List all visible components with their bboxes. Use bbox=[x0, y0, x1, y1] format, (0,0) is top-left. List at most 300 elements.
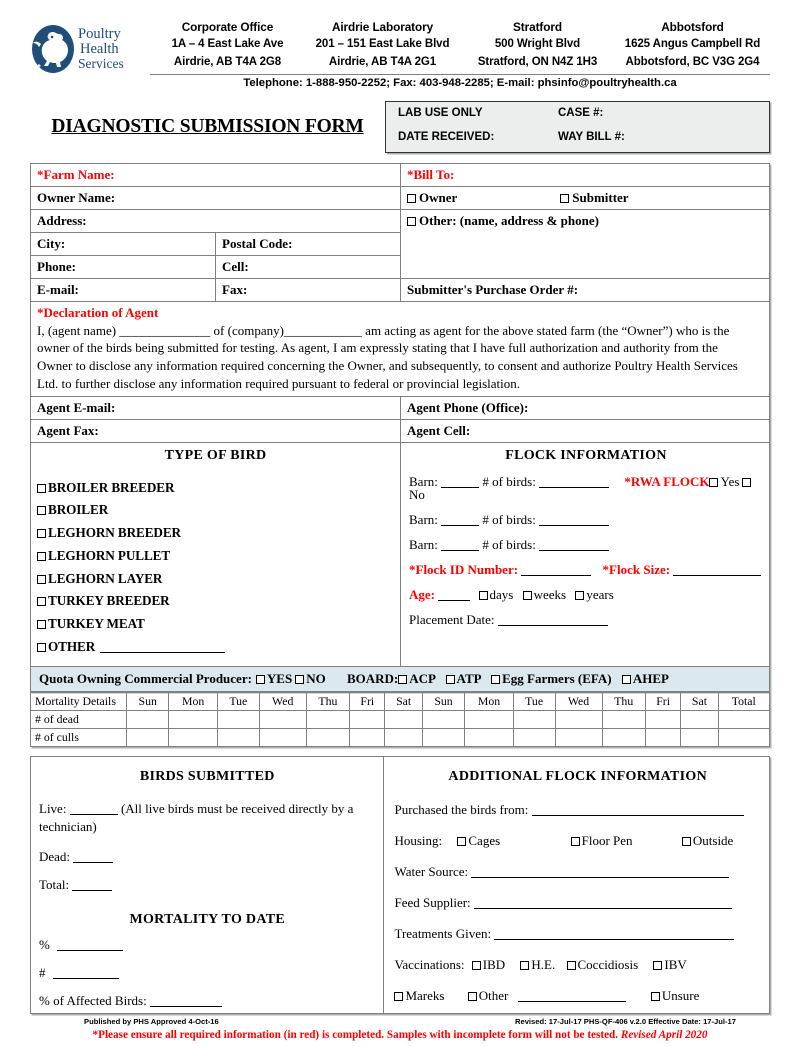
day-column-header: Sun bbox=[127, 693, 169, 711]
flock-size-input-line[interactable] bbox=[673, 575, 761, 576]
mortality-number-row bbox=[39, 966, 375, 979]
bird-option-label: BROILER bbox=[48, 502, 109, 518]
checkbox-icon[interactable] bbox=[37, 529, 46, 538]
barn-input-line[interactable] bbox=[441, 525, 479, 526]
purchased-from-row bbox=[394, 803, 761, 816]
checkbox-icon[interactable] bbox=[37, 552, 46, 561]
office-name: Corporate Office bbox=[181, 20, 274, 34]
page-footer bbox=[30, 1017, 770, 1047]
checkbox-ibd[interactable] bbox=[472, 957, 505, 972]
declaration-line-3: Owner to disclose any information required concerning the Owner, and subsequently, to consent and authorize Poultry Health Services bbox=[37, 358, 738, 374]
footer-revised: Revised: 17-Jul-17 PHS-QF-406 v.2.0 Effective Date: 17-Jul-17 bbox=[514, 1017, 736, 1027]
barn-input-line[interactable] bbox=[441, 487, 479, 488]
field-bill-to[interactable] bbox=[401, 163, 770, 186]
flock-barn-row-1 bbox=[409, 475, 763, 501]
cell-culls[interactable] bbox=[169, 729, 218, 747]
checkbox-icon[interactable] bbox=[407, 217, 416, 226]
water-label: Water Source: bbox=[394, 864, 469, 880]
checkbox-icon[interactable] bbox=[479, 591, 488, 600]
table-row bbox=[31, 301, 770, 396]
day-column-header: Sat bbox=[681, 693, 718, 711]
cell-dead[interactable] bbox=[645, 711, 680, 729]
additional-flock-information-panel bbox=[384, 757, 770, 1014]
checkbox-icon[interactable] bbox=[295, 675, 304, 684]
flock-age-row bbox=[409, 588, 763, 601]
rooster-logo-icon bbox=[30, 24, 76, 74]
vaccination-option-label: H.E. bbox=[531, 957, 556, 973]
total-input-line[interactable] bbox=[72, 890, 112, 891]
treatments-input-line[interactable] bbox=[494, 939, 734, 940]
table-row bbox=[31, 693, 770, 711]
cell-culls[interactable] bbox=[555, 729, 602, 747]
cell-culls[interactable] bbox=[602, 729, 645, 747]
checkbox-other-bird[interactable] bbox=[37, 636, 394, 659]
rwa-yes-label: Yes bbox=[720, 473, 740, 489]
farm-name-label: *Farm Name: bbox=[37, 166, 115, 182]
page-title: DIAGNOSTIC SUBMISSION FORM bbox=[51, 115, 364, 137]
address-label: Address: bbox=[37, 212, 87, 228]
rwa-no-label: No bbox=[409, 486, 425, 502]
mortality-row-header: Mortality Details bbox=[31, 693, 127, 711]
declaration-line-4: Ltd. to further disclose any information required pursuant to federal or provincial legislation. bbox=[37, 375, 521, 391]
flock-size-label: *Flock Size: bbox=[602, 561, 671, 577]
birds-input-line[interactable] bbox=[539, 525, 609, 526]
field-email[interactable] bbox=[31, 278, 216, 301]
quota-yes-label: YES bbox=[266, 671, 293, 687]
table-row bbox=[31, 209, 770, 232]
day-column-header: Sat bbox=[385, 693, 422, 711]
live-label: Live: bbox=[39, 801, 67, 817]
bill-owner-label: Owner bbox=[419, 189, 458, 205]
housing-option-label: Floor Pen bbox=[581, 833, 633, 849]
cell-dead[interactable] bbox=[306, 711, 349, 729]
date-received-label[interactable]: DATE RECEIVED: bbox=[398, 131, 495, 144]
rwa-flock-label: *RWA FLOCK bbox=[624, 473, 710, 489]
cell-dead[interactable] bbox=[217, 711, 259, 729]
purchase-order-label: Submitter's Purchase Order #: bbox=[407, 281, 579, 297]
way-bill-label[interactable]: WAY BILL #: bbox=[558, 131, 625, 144]
treatments-label: Treatments Given: bbox=[394, 926, 492, 942]
birds-label: # of birds: bbox=[482, 536, 536, 552]
cell-dead[interactable] bbox=[127, 711, 169, 729]
field-agent-email[interactable] bbox=[31, 396, 401, 419]
table-row bbox=[31, 757, 770, 1014]
vaccination-option-label: IBD bbox=[482, 957, 506, 973]
checkbox-icon[interactable] bbox=[523, 591, 532, 600]
cell-culls[interactable] bbox=[422, 729, 464, 747]
checkbox-icon[interactable] bbox=[472, 961, 481, 970]
phone-label: Phone: bbox=[37, 258, 76, 274]
title-row bbox=[30, 101, 770, 153]
checkbox-leghorn-breeder[interactable] bbox=[37, 522, 394, 545]
lab-use-only-box bbox=[385, 101, 770, 153]
table-row bbox=[31, 419, 770, 442]
age-weeks-label: weeks bbox=[533, 586, 567, 602]
water-input-line[interactable] bbox=[471, 877, 729, 878]
logo-line-health: Health bbox=[80, 40, 119, 57]
vaccination-option-label: IBV bbox=[664, 957, 687, 973]
office-abbotsford bbox=[615, 18, 770, 72]
checkbox-coccidiosis[interactable] bbox=[567, 957, 639, 972]
checkbox-icon[interactable] bbox=[398, 675, 407, 684]
cell-dead[interactable] bbox=[169, 711, 218, 729]
cell-dead[interactable] bbox=[465, 711, 514, 729]
cell-culls[interactable] bbox=[127, 729, 169, 747]
barn-input-line[interactable] bbox=[441, 550, 479, 551]
live-input-line[interactable] bbox=[70, 814, 118, 815]
bird-option-label: BROILER BREEDER bbox=[48, 479, 175, 495]
footer-published: Published by PHS Approved 4-Oct-16 bbox=[84, 1017, 219, 1027]
board-option-label: ATP bbox=[456, 671, 481, 687]
checkbox-broiler[interactable] bbox=[37, 499, 394, 522]
checkbox-bill-submitter[interactable] bbox=[560, 190, 628, 205]
percent-label: % bbox=[39, 937, 50, 953]
checkbox-cages[interactable] bbox=[457, 834, 567, 847]
checkbox-leghorn-pullet[interactable] bbox=[37, 545, 394, 568]
live-note: (All live birds must be received directly by a technician) bbox=[39, 801, 354, 834]
field-address[interactable] bbox=[31, 209, 401, 232]
total-label: Total: bbox=[39, 877, 70, 893]
cell-culls[interactable] bbox=[465, 729, 514, 747]
checkbox-bill-owner[interactable] bbox=[407, 190, 557, 206]
field-purchase-order[interactable] bbox=[401, 278, 770, 301]
type-of-bird-panel bbox=[31, 442, 401, 667]
checkbox-icon[interactable] bbox=[682, 837, 691, 846]
footer-note bbox=[30, 1029, 770, 1041]
cell-dead[interactable] bbox=[422, 711, 464, 729]
checkbox-turkey-meat[interactable] bbox=[37, 613, 394, 636]
office-street: 500 Wright Blvd bbox=[494, 38, 581, 51]
mortality-details-table bbox=[30, 692, 770, 747]
bill-to-label: *Bill To: bbox=[407, 166, 455, 182]
checkbox-icon[interactable] bbox=[37, 575, 46, 584]
email-label: E-mail: bbox=[37, 281, 79, 297]
other-bird-input-line[interactable] bbox=[100, 652, 225, 653]
cell-culls[interactable] bbox=[350, 729, 385, 747]
age-days-label: days bbox=[489, 586, 514, 602]
declaration-line-1: I, (agent name) ______________ of (company)____________ am acting as agent for the above stated farm (the “Owner”) who is the bbox=[37, 322, 730, 338]
cell-culls[interactable] bbox=[645, 729, 680, 747]
checkbox-icon[interactable] bbox=[651, 992, 660, 1001]
cell-culls[interactable] bbox=[513, 729, 555, 747]
other-vaccination-input-line[interactable] bbox=[518, 1001, 626, 1002]
dead-birds-row bbox=[39, 850, 375, 863]
unsure-label: Unsure bbox=[661, 988, 700, 1004]
vaccinations-label: Vaccinations: bbox=[394, 957, 465, 973]
day-column-header: Tue bbox=[513, 693, 555, 711]
checkbox-outside[interactable] bbox=[682, 833, 733, 848]
purchased-label: Purchased the birds from: bbox=[394, 802, 529, 818]
row-label-culls: # of culls bbox=[31, 729, 127, 747]
feed-input-line[interactable] bbox=[474, 908, 732, 909]
checkbox-he[interactable] bbox=[520, 957, 555, 972]
dead-label: Dead: bbox=[39, 849, 71, 865]
affected-input-line[interactable] bbox=[150, 1006, 222, 1007]
field-fax[interactable] bbox=[216, 278, 401, 301]
field-agent-fax[interactable] bbox=[31, 419, 401, 442]
checkbox-icon[interactable] bbox=[37, 620, 46, 629]
office-city: Airdrie, AB T4A 2G1 bbox=[328, 56, 437, 69]
birds-label: # of birds: bbox=[482, 473, 536, 489]
feed-supplier-row bbox=[394, 896, 761, 909]
checkbox-icon[interactable] bbox=[37, 643, 46, 652]
checkbox-icon[interactable] bbox=[653, 961, 662, 970]
total-birds-row bbox=[39, 878, 375, 891]
mortality-percent-row bbox=[39, 938, 375, 951]
birds-input-line[interactable] bbox=[539, 550, 609, 551]
table-row bbox=[31, 442, 770, 667]
checkbox-unsure[interactable] bbox=[651, 988, 700, 1003]
agent-phone-label: Agent Phone (Office): bbox=[407, 399, 529, 415]
case-number-label[interactable]: CASE #: bbox=[558, 106, 604, 119]
flock-id-input-line[interactable] bbox=[521, 575, 591, 576]
office-city: Abbotsford, BC V3G 2G4 bbox=[625, 56, 760, 69]
field-phone[interactable] bbox=[31, 255, 216, 278]
mortality-to-date-heading: MORTALITY TO DATE bbox=[129, 912, 285, 928]
placement-date-input-line[interactable] bbox=[498, 625, 608, 626]
table-row bbox=[31, 729, 770, 747]
flock-information-heading: FLOCK INFORMATION bbox=[505, 447, 667, 463]
day-column-header: Mon bbox=[465, 693, 514, 711]
bill-submitter-label: Submitter bbox=[572, 189, 629, 205]
field-city[interactable] bbox=[31, 232, 216, 255]
lab-use-heading: LAB USE ONLY bbox=[398, 106, 483, 119]
birds-input-line[interactable] bbox=[539, 487, 609, 488]
quota-owning-row: Quota Owning Commercial Producer: YES NO BOARD: ACP ATP Egg Farmers (EFA) AHEP bbox=[31, 667, 770, 692]
checkbox-floor-pen[interactable] bbox=[571, 834, 679, 847]
office-corporate bbox=[150, 18, 305, 72]
housing-option-label: Cages bbox=[468, 833, 501, 849]
total-column-header: Total bbox=[718, 693, 769, 711]
type-of-bird-heading: TYPE OF BIRD bbox=[164, 447, 267, 463]
field-cell[interactable] bbox=[216, 255, 401, 278]
checkbox-other-vaccination[interactable] bbox=[468, 988, 509, 1003]
bird-option-label: TURKEY BREEDER bbox=[48, 593, 170, 609]
bird-option-label: LEGHORN LAYER bbox=[48, 570, 163, 586]
day-column-header: Wed bbox=[259, 693, 306, 711]
table-row bbox=[31, 278, 770, 301]
housing-row bbox=[394, 834, 761, 847]
birds-submitted-heading: BIRDS SUBMITTED bbox=[139, 769, 275, 785]
board-option-label: ACP bbox=[409, 671, 436, 687]
cell-dead[interactable] bbox=[385, 711, 422, 729]
field-farm-name[interactable] bbox=[31, 163, 401, 186]
office-street: 1A – 4 East Lake Ave bbox=[171, 38, 284, 51]
checkbox-leghorn-layer[interactable] bbox=[37, 568, 394, 591]
checkbox-icon[interactable] bbox=[520, 961, 529, 970]
checkbox-icon[interactable] bbox=[37, 597, 46, 606]
board-option-label: Egg Farmers (EFA) bbox=[502, 671, 612, 687]
footer-note-text: *Please ensure all required information (in red) is completed. Samples with incomplete form will not be tested. bbox=[92, 1029, 619, 1042]
day-column-header: Fri bbox=[350, 693, 385, 711]
cell-culls[interactable] bbox=[681, 729, 718, 747]
placement-date-label: Placement Date: bbox=[409, 611, 495, 627]
checkbox-icon[interactable] bbox=[256, 675, 265, 684]
office-city: Airdrie, AB T4A 2G8 bbox=[173, 56, 282, 69]
field-agent-cell[interactable] bbox=[401, 419, 770, 442]
live-birds-row bbox=[39, 800, 375, 835]
day-column-header: Sun bbox=[422, 693, 464, 711]
cell-dead[interactable] bbox=[350, 711, 385, 729]
city-label: City: bbox=[37, 235, 66, 251]
flock-barn-row-2 bbox=[409, 513, 763, 526]
office-airdrie-lab bbox=[305, 18, 460, 72]
cell-dead[interactable] bbox=[555, 711, 602, 729]
office-street: 1625 Angus Campbell Rd bbox=[624, 38, 761, 51]
barn-label: Barn: bbox=[409, 473, 438, 489]
logo-line-poultry: Poultry bbox=[78, 25, 121, 42]
agent-fax-label: Agent Fax: bbox=[37, 422, 99, 438]
cell-dead[interactable] bbox=[681, 711, 718, 729]
office-street: 201 – 151 East Lake Blvd bbox=[315, 38, 450, 51]
footer-note-revision: Revised April 2020 bbox=[620, 1029, 708, 1042]
logo-line-services: Services bbox=[78, 56, 124, 72]
cell-culls[interactable] bbox=[306, 729, 349, 747]
flock-barn-row-3 bbox=[409, 538, 763, 551]
checkbox-icon[interactable] bbox=[622, 675, 631, 684]
day-column-header: Fri bbox=[645, 693, 680, 711]
checkbox-icon[interactable] bbox=[567, 961, 576, 970]
day-column-header: Thu bbox=[306, 693, 349, 711]
birds-label: # of birds: bbox=[482, 511, 536, 527]
day-column-header: Wed bbox=[555, 693, 602, 711]
table-row bbox=[31, 186, 770, 209]
day-column-header: Mon bbox=[169, 693, 218, 711]
bill-other-label: Other: (name, address & phone) bbox=[419, 212, 599, 228]
checkbox-icon[interactable] bbox=[491, 675, 500, 684]
cell-label: Cell: bbox=[222, 258, 249, 274]
checkbox-icon[interactable] bbox=[37, 506, 46, 515]
cell-culls-total[interactable] bbox=[718, 729, 769, 747]
cell-dead[interactable] bbox=[513, 711, 555, 729]
checkbox-icon[interactable] bbox=[575, 591, 584, 600]
table-row bbox=[31, 711, 770, 729]
cell-culls[interactable] bbox=[217, 729, 259, 747]
contact-line: Telephone: 1-888-950-2252; Fax: 403-948-2285; E-mail: phsinfo@poultryhealth.ca bbox=[150, 74, 770, 89]
office-stratford bbox=[460, 18, 615, 72]
checkbox-icon[interactable] bbox=[407, 194, 416, 203]
vaccination-option-label: Coccidiosis bbox=[577, 957, 639, 973]
checkbox-broiler-breeder[interactable] bbox=[37, 477, 394, 500]
table-row bbox=[31, 396, 770, 419]
other-vaccination-label: Other bbox=[478, 988, 509, 1004]
checkbox-icon[interactable] bbox=[394, 992, 403, 1001]
agent-cell-label: Agent Cell: bbox=[407, 422, 471, 438]
housing-label: Housing: bbox=[394, 833, 443, 849]
office-addresses bbox=[150, 18, 770, 89]
number-input-line[interactable] bbox=[53, 978, 119, 979]
board-label: BOARD bbox=[346, 671, 394, 687]
row-label-dead: # of dead bbox=[31, 711, 127, 729]
office-city: Stratford, ON N4Z 1H3 bbox=[477, 56, 598, 69]
mareks-label: Mareks bbox=[405, 988, 445, 1004]
declaration-of-agent bbox=[31, 301, 770, 396]
checkbox-icon[interactable] bbox=[560, 194, 569, 203]
purchased-input-line[interactable] bbox=[532, 815, 744, 816]
checkbox-mareks[interactable] bbox=[394, 988, 444, 1003]
field-postal-code[interactable] bbox=[216, 232, 401, 255]
bird-option-label: LEGHORN PULLET bbox=[48, 547, 171, 563]
field-agent-phone[interactable] bbox=[401, 396, 770, 419]
field-bill-to-options[interactable] bbox=[401, 186, 770, 209]
owner-and-billing-table bbox=[30, 163, 770, 692]
declaration-line-2: owner of the birds being submitted for testing. As agent, I am expressly stating that I have full authorization and authority from the bbox=[37, 340, 718, 356]
cell-culls[interactable] bbox=[385, 729, 422, 747]
affected-birds-row bbox=[39, 994, 375, 1007]
checkbox-icon[interactable] bbox=[709, 478, 718, 487]
checkbox-ibv[interactable] bbox=[653, 957, 686, 972]
placement-date-row bbox=[409, 613, 763, 626]
quota-label: Quota Owning Commercial Producer: bbox=[39, 671, 252, 687]
age-label: Age: bbox=[409, 586, 435, 602]
checkbox-icon[interactable] bbox=[37, 484, 46, 493]
bird-option-label: TURKEY MEAT bbox=[48, 615, 145, 631]
barn-label: Barn: bbox=[409, 511, 438, 527]
checkbox-icon[interactable] bbox=[742, 478, 751, 487]
vaccinations-row bbox=[394, 958, 761, 971]
company-logo bbox=[30, 18, 150, 74]
cell-dead[interactable] bbox=[602, 711, 645, 729]
age-years-label: years bbox=[586, 586, 614, 602]
field-bill-other[interactable] bbox=[401, 209, 770, 278]
cell-dead-total[interactable] bbox=[718, 711, 769, 729]
age-input-line[interactable] bbox=[438, 600, 470, 601]
percent-input-line[interactable] bbox=[57, 950, 123, 951]
office-name: Airdrie Laboratory bbox=[331, 20, 434, 34]
page-header bbox=[30, 18, 770, 89]
additional-flock-heading: ADDITIONAL FLOCK INFORMATION bbox=[448, 769, 708, 785]
flock-id-row bbox=[409, 563, 763, 576]
postal-code-label: Postal Code: bbox=[222, 235, 293, 251]
feed-label: Feed Supplier: bbox=[394, 895, 471, 911]
office-name: Stratford bbox=[513, 20, 562, 34]
declaration-heading: *Declaration of Agent bbox=[37, 304, 159, 320]
fax-label: Fax: bbox=[222, 281, 248, 297]
vaccinations-row-2 bbox=[394, 989, 761, 1002]
day-column-header: Tue bbox=[217, 693, 259, 711]
day-column-header: Thu bbox=[602, 693, 645, 711]
office-name: Abbotsford bbox=[661, 20, 724, 34]
cell-culls[interactable] bbox=[259, 729, 306, 747]
checkbox-icon[interactable] bbox=[468, 992, 477, 1001]
birds-submitted-panel bbox=[31, 757, 384, 1014]
housing-option-label: Outside bbox=[692, 833, 734, 849]
flock-information-panel bbox=[401, 442, 770, 667]
bird-option-label: OTHER bbox=[48, 638, 96, 654]
checkbox-icon[interactable] bbox=[457, 837, 466, 846]
bird-option-label: LEGHORN BREEDER bbox=[48, 525, 181, 541]
dead-input-line[interactable] bbox=[73, 862, 113, 863]
table-row bbox=[31, 667, 770, 692]
agent-email-label: Agent E-mail: bbox=[37, 399, 116, 415]
field-owner-name[interactable] bbox=[31, 186, 401, 209]
quota-no-label: NO bbox=[306, 671, 326, 687]
affected-label: % of Affected Birds: bbox=[39, 993, 147, 1009]
owner-name-label: Owner Name: bbox=[37, 189, 116, 205]
checkbox-turkey-breeder[interactable] bbox=[37, 590, 394, 613]
barn-label: Barn: bbox=[409, 536, 438, 552]
checkbox-icon[interactable] bbox=[571, 837, 580, 846]
cell-dead[interactable] bbox=[259, 711, 306, 729]
checkbox-icon[interactable] bbox=[446, 675, 455, 684]
treatments-given-row bbox=[394, 927, 761, 940]
table-row bbox=[31, 163, 770, 186]
water-source-row bbox=[394, 865, 761, 878]
number-label: # bbox=[39, 965, 46, 981]
bottom-panels-table bbox=[30, 756, 770, 1014]
flock-id-label: *Flock ID Number: bbox=[409, 561, 519, 577]
board-option-label: AHEP bbox=[632, 671, 669, 687]
